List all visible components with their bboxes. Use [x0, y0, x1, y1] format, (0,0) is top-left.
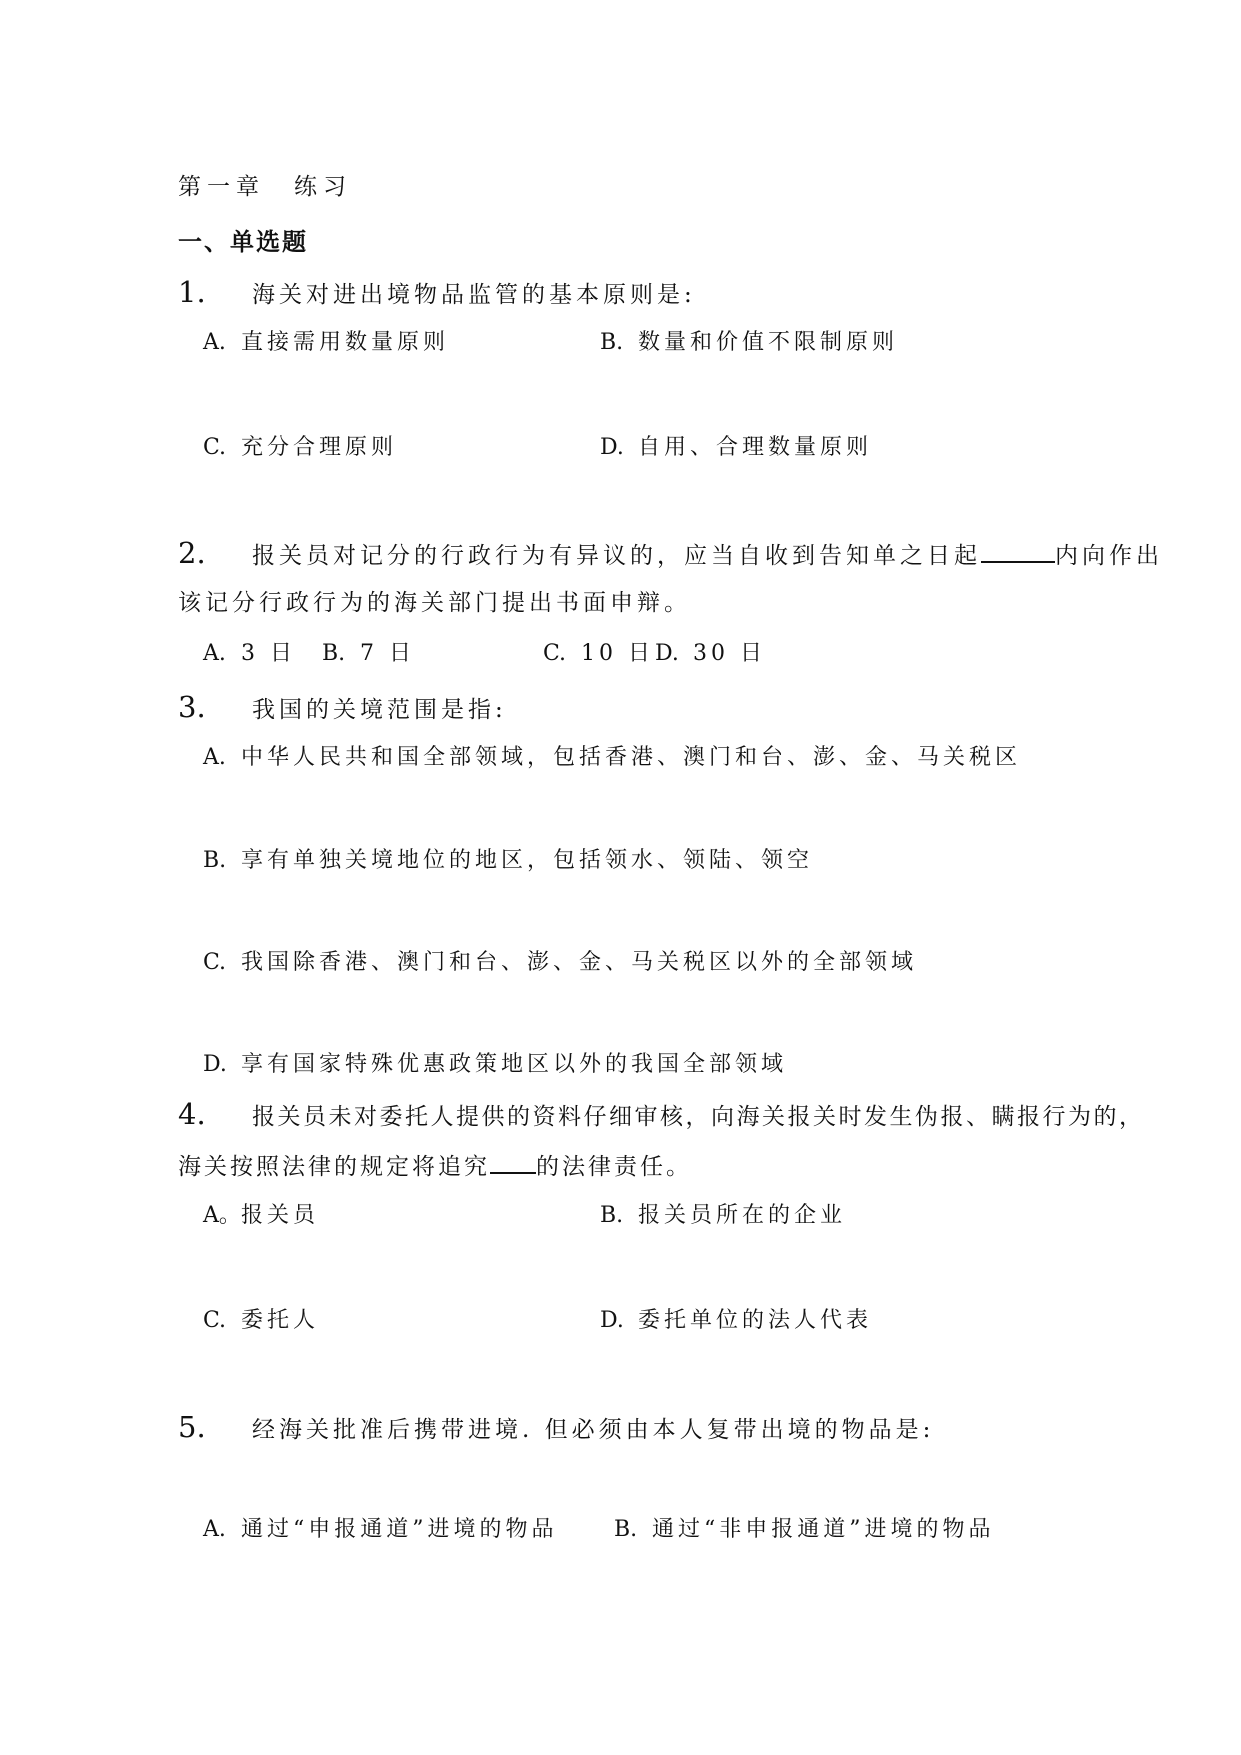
option-letter: D.	[655, 641, 679, 666]
option-text: 30 日	[693, 641, 766, 666]
question-text: 报关员对记分的行政行为有异议的，应当自收到告知单之日起	[252, 543, 981, 569]
q3-option-a	[203, 740, 1021, 771]
option-letter: B.	[322, 641, 346, 666]
question-number: 5.	[178, 1410, 206, 1444]
option-letter: A.	[203, 641, 226, 666]
option-text: 7 日	[360, 641, 415, 666]
question-4-line-2	[178, 1148, 692, 1181]
q4-option-d	[600, 1303, 872, 1334]
question-3	[178, 690, 507, 724]
option-text: 通过“非申报通道”进境的物品	[652, 1517, 995, 1542]
question-1	[178, 275, 696, 309]
question-2-line-2: 该记分行政行为的海关部门提出书面申辩。	[178, 590, 691, 616]
option-text: 自用、合理数量原则	[638, 435, 873, 460]
q5-option-a	[203, 1512, 558, 1543]
option-text: 数量和价值不限制原则	[638, 330, 899, 355]
option-letter: A.	[203, 330, 226, 355]
option-text: 充分合理原则	[241, 435, 398, 460]
question-text: 海关按照法律的规定将追究	[178, 1154, 490, 1180]
option-letter: B.	[600, 1203, 624, 1228]
question-2	[178, 536, 1163, 570]
option-letter: A.	[203, 1517, 226, 1542]
q5-option-b	[614, 1512, 995, 1543]
answer-blank	[981, 539, 1055, 563]
question-text: 海关对进出境物品监管的基本原则是:	[252, 282, 696, 308]
q4-option-c	[203, 1303, 319, 1334]
q1-option-a	[203, 325, 449, 356]
question-text-cont: 的法律责任。	[536, 1154, 692, 1180]
option-letter: A。	[203, 1203, 241, 1228]
option-letter: B.	[203, 848, 227, 873]
option-text: 10 日	[581, 641, 654, 666]
option-letter: C.	[203, 950, 227, 975]
question-text: 经海关批准后携带进境. 但必须由本人复带出境的物品是:	[252, 1417, 935, 1443]
chapter-title: 第一章 练习	[178, 174, 352, 200]
option-text: 直接需用数量原则	[241, 330, 450, 355]
question-number: 1.	[178, 275, 206, 309]
q2-option-a	[203, 636, 296, 667]
question-5	[178, 1410, 934, 1444]
question-number: 3.	[178, 690, 206, 724]
answer-blank	[490, 1150, 536, 1174]
option-letter: B.	[614, 1517, 638, 1542]
q1-option-b	[600, 325, 898, 356]
option-text: 中华人民共和国全部领域，包括香港、澳门和台、澎、金、马关税区	[241, 745, 1022, 770]
option-letter: B.	[600, 330, 624, 355]
q2-option-c	[543, 636, 654, 667]
option-letter: D.	[600, 435, 624, 460]
q3-option-c	[203, 945, 917, 976]
option-letter: C.	[543, 641, 567, 666]
section-title: 一、单选题	[178, 228, 308, 256]
option-text: 享有单独关境地位的地区，包括领水、领陆、领空	[241, 848, 814, 873]
option-text: 通过“申报通道”进境的物品	[241, 1517, 558, 1542]
q1-option-c	[203, 430, 397, 461]
option-text: 享有国家特殊优惠政策地区以外的我国全部领域	[241, 1052, 788, 1077]
q1-option-d	[600, 430, 872, 461]
question-number: 2.	[178, 536, 206, 570]
q3-option-b	[203, 843, 813, 874]
q2-option-d	[655, 636, 766, 667]
option-text: 报关员	[241, 1203, 320, 1228]
option-text: 3 日	[241, 641, 296, 666]
option-text: 我国除香港、澳门和台、澎、金、马关税区以外的全部领域	[241, 950, 918, 975]
option-letter: D.	[203, 1052, 227, 1077]
q2-option-b	[322, 636, 415, 667]
option-letter: A.	[203, 745, 226, 770]
question-text-cont: 内向作出	[1055, 543, 1163, 569]
question-text: 我国的关境范围是指:	[252, 697, 507, 723]
option-letter: C.	[203, 435, 227, 460]
option-text: 委托人	[241, 1308, 320, 1333]
option-letter: D.	[600, 1308, 624, 1333]
question-4	[178, 1097, 1145, 1131]
option-letter: C.	[203, 1308, 227, 1333]
option-text: 报关员所在的企业	[638, 1203, 847, 1228]
q4-option-a	[203, 1198, 319, 1229]
question-text: 报关员未对委托人提供的资料仔细审核，向海关报关时发生伪报、瞒报行为的，	[252, 1104, 1145, 1130]
option-text: 委托单位的法人代表	[638, 1308, 873, 1333]
question-number: 4.	[178, 1097, 206, 1131]
q4-option-b	[600, 1198, 846, 1229]
q3-option-d	[203, 1047, 787, 1078]
